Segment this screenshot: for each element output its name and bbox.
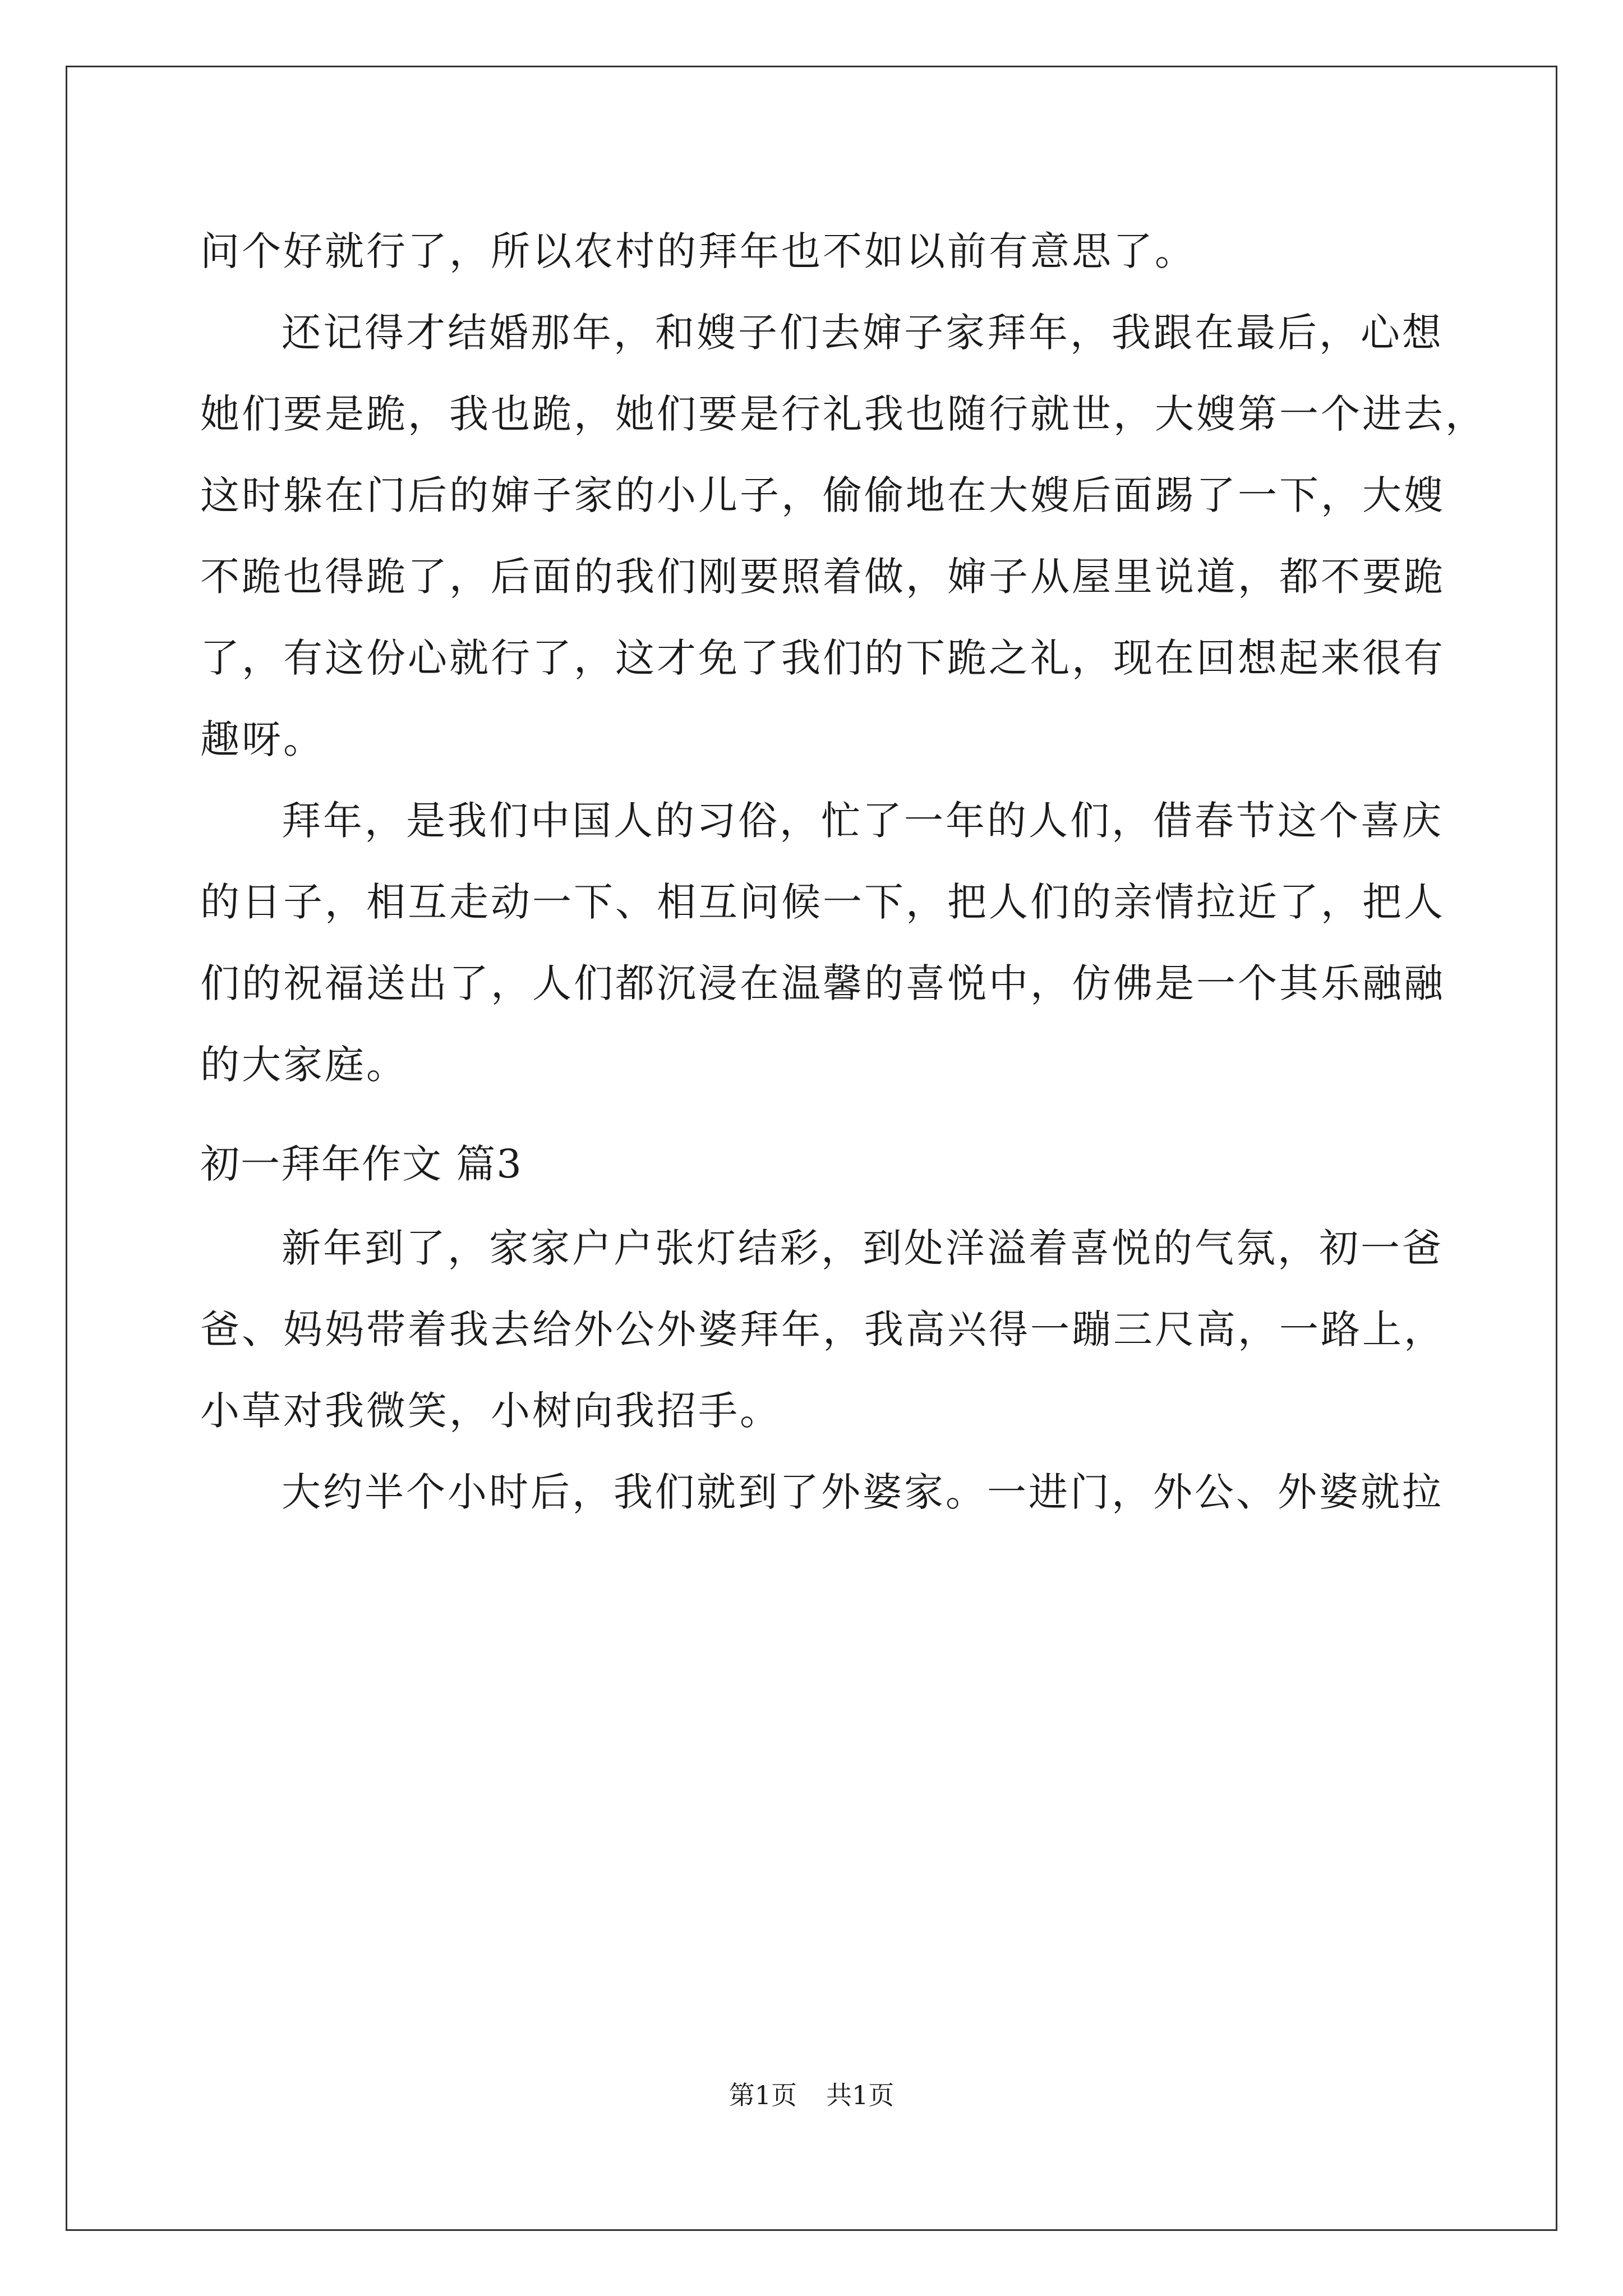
text-line: 了，有这份心就行了，这才免了我们的下跪之礼，现在回想起来很有 xyxy=(200,635,1445,681)
text-line: 小草对我微笑，小树向我招手。 xyxy=(200,1388,781,1434)
text-line: 的日子，相互走动一下、相互问候一下，把人们的亲情拉近了，把人 xyxy=(200,879,1445,925)
paragraph-start: 还记得才结婚那年，和嫂子们去婶子家拜年，我跟在最后，心想 xyxy=(282,310,1444,356)
section-heading: 初一拜年作文 篇3 xyxy=(200,1141,523,1187)
page-number: 第1页 xyxy=(728,2080,797,2110)
page-footer xyxy=(0,2082,1623,2108)
paragraph-start: 大约半个小时后，我们就到了外婆家。一进门，外公、外婆就拉 xyxy=(282,1469,1444,1515)
paragraph-start: 新年到了，家家户户张灯结彩，到处洋溢着喜悦的气氛，初一爸 xyxy=(282,1225,1444,1271)
text-line: 们的祝福送出了，人们都沉浸在温馨的喜悦中，仿佛是一个其乐融融 xyxy=(200,960,1445,1006)
text-line: 不跪也得跪了，后面的我们刚要照着做，婶子从屋里说道，都不要跪 xyxy=(200,554,1445,600)
text-line: 这时躲在门后的婶子家的小儿子，偷偷地在大嫂后面踢了一下，大嫂 xyxy=(200,472,1445,518)
text-line: 问个好就行了，所以农村的拜年也不如以前有意思了。 xyxy=(200,228,1196,274)
text-line: 的大家庭。 xyxy=(200,1042,408,1088)
text-line: 她们要是跪，我也跪，她们要是行礼我也随行就世，大嫂第一个进去， xyxy=(200,391,1487,437)
text-line: 爸、妈妈带着我去给外公外婆拜年，我高兴得一蹦三尺高，一路上， xyxy=(200,1306,1445,1352)
page-total: 共1页 xyxy=(826,2080,895,2110)
text-line: 趣呀。 xyxy=(200,716,325,762)
paragraph-start: 拜年，是我们中国人的习俗，忙了一年的人们，借春节这个喜庆 xyxy=(282,798,1444,844)
